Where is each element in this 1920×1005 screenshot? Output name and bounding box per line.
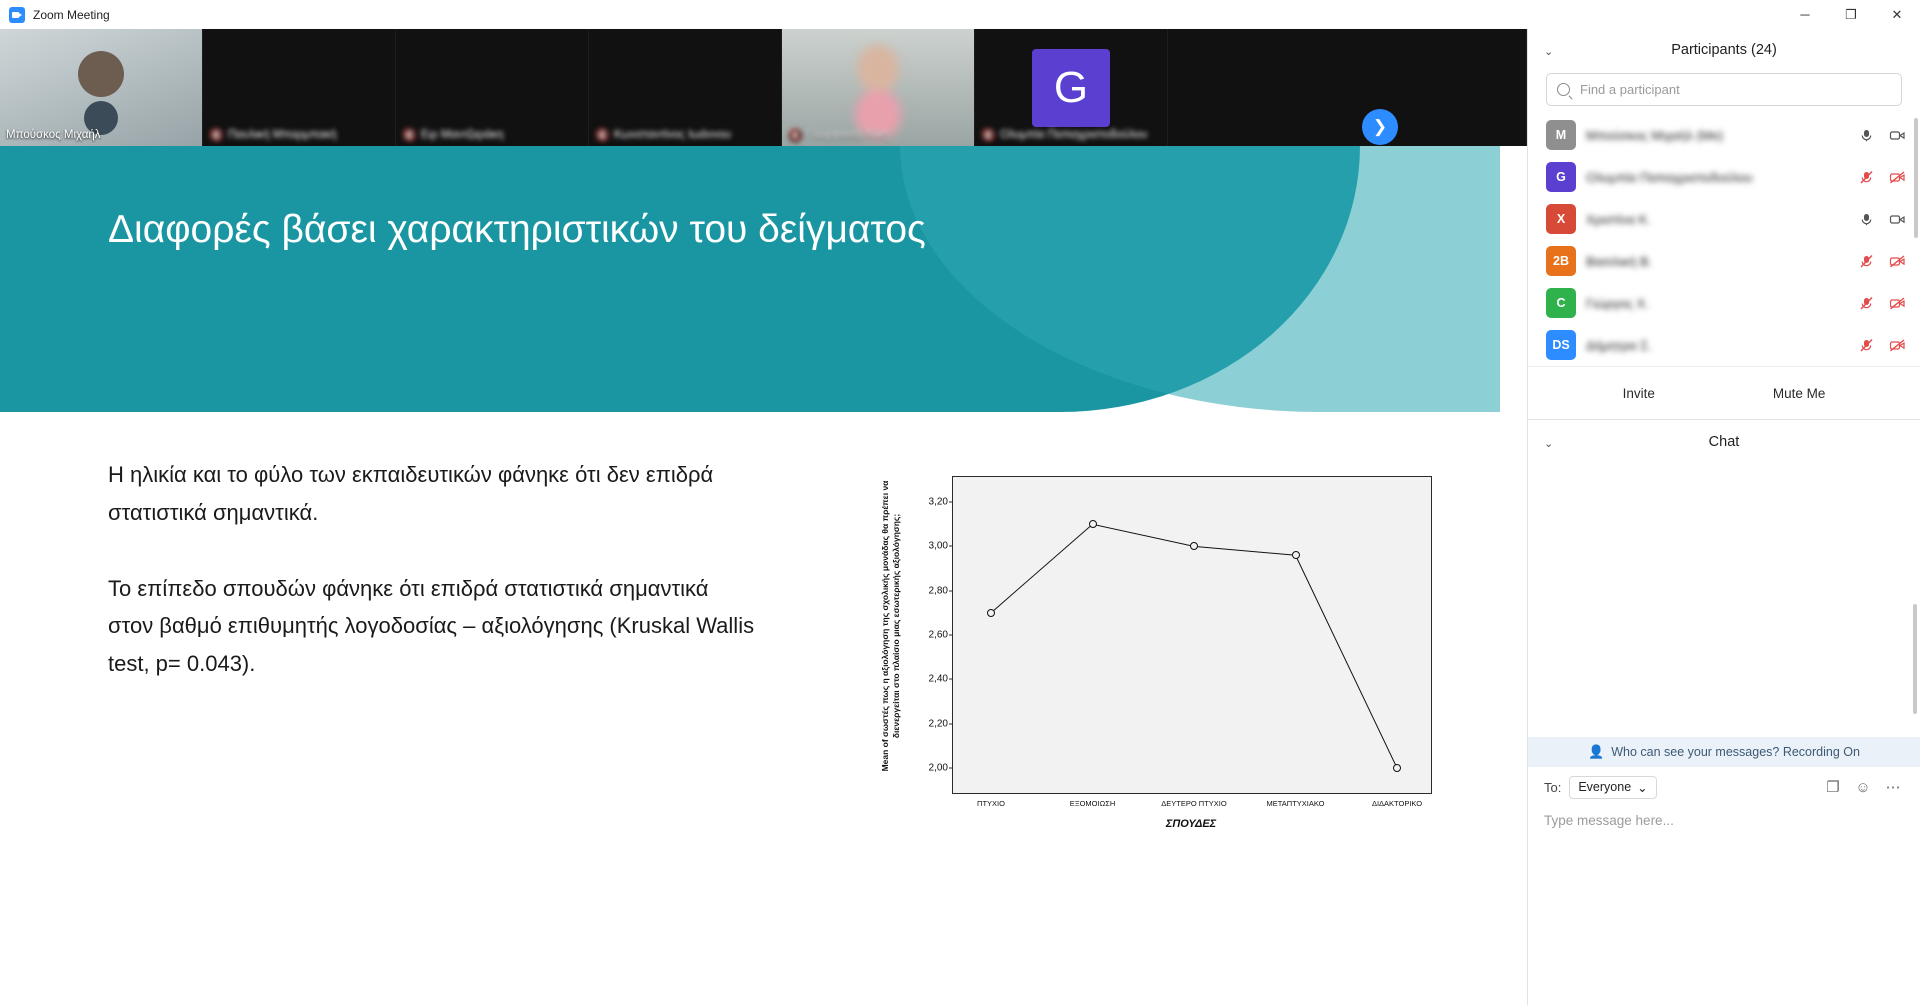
muted-mic-icon: 🔇	[981, 128, 996, 142]
participant-name: Ολυμπία Παπαχριστοδούλου	[1586, 169, 1753, 185]
participant-row[interactable]	[1528, 240, 1920, 282]
chart-y-axis-label: Mean of σωστές πως η αξιολόγηση της σχολικής μονάδας θα πρέπει να διενεργείται στο πλαίσιο μιας εσωτερικής αξιολόγησης;	[880, 480, 901, 772]
chat-to-label: To:	[1544, 779, 1562, 795]
window-title: Zoom Meeting	[33, 7, 110, 22]
invite-button[interactable]: Invite	[1622, 385, 1655, 401]
next-page-button[interactable]: ❯	[1362, 109, 1398, 145]
chart-figure	[880, 476, 1440, 906]
video-tile[interactable]	[203, 29, 396, 146]
slide-title: Διαφορές βάσει χαρακτηριστικών του δείγματος	[108, 208, 926, 251]
participant-row[interactable]	[1528, 114, 1920, 156]
slide-body-text	[108, 456, 758, 683]
camera-off-icon[interactable]	[1889, 338, 1906, 353]
participant-status-icons	[1858, 170, 1906, 185]
chart-y-tick-label: 3,00	[928, 540, 948, 552]
participant-row[interactable]	[1528, 282, 1920, 324]
chat-message-list[interactable]	[1528, 464, 1920, 737]
chart-data-point	[1393, 764, 1401, 772]
chart-series-line	[953, 477, 1431, 793]
chart-data-point	[1292, 551, 1300, 559]
video-tile-empty	[1168, 29, 1527, 146]
video-tile-name	[981, 129, 1147, 141]
mic-off-icon[interactable]	[1858, 296, 1875, 311]
participant-search[interactable]	[1546, 73, 1902, 106]
video-tile-name	[209, 129, 337, 141]
zoom-logo-icon	[9, 7, 25, 23]
video-tile[interactable]	[0, 29, 203, 146]
video-tile[interactable]	[396, 29, 589, 146]
slide-paragraph-2: Το επίπεδο σπουδών φάνηκε ότι επιδρά στατιστικά σημαντικά στον βαθμό επιθυμητής λογοδοσίας – αξιολόγησης (Kruskal Wallis test, p= 0.043).	[108, 575, 755, 677]
right-side-panel	[1527, 29, 1920, 1005]
participant-name: Δήμητρα Σ.	[1586, 337, 1652, 353]
recording-notice-bar[interactable]	[1528, 737, 1920, 767]
participant-row[interactable]	[1528, 324, 1920, 366]
chat-recipient-value: Everyone	[1578, 780, 1632, 794]
muted-mic-icon: 🔇	[402, 128, 417, 142]
close-button[interactable]: ✕	[1891, 6, 1903, 22]
participant-avatar	[1032, 49, 1110, 127]
avatar-initials: G	[1053, 62, 1089, 112]
camera-off-icon[interactable]	[1889, 296, 1906, 311]
avatar-initials: DS	[1552, 338, 1570, 352]
muted-mic-icon: 🔇	[595, 128, 610, 142]
video-tile-label: Ολυμπία Παπαχριστοδούλου	[999, 129, 1148, 141]
participant-name: Βασιλική Β.	[1586, 253, 1653, 269]
video-tile-name	[788, 129, 889, 141]
avatar	[1546, 162, 1576, 192]
emoji-icon[interactable]: ☺	[1855, 778, 1871, 796]
avatar-initials: C	[1556, 296, 1566, 310]
mic-off-icon[interactable]	[1858, 338, 1875, 353]
video-tile-label: Μπούσκος Μιχαήλ	[6, 129, 101, 141]
title-bar	[0, 0, 1920, 30]
mute-me-button[interactable]: Mute Me	[1772, 385, 1826, 401]
avatar	[1546, 330, 1576, 360]
chart-y-tick-label: 2,20	[928, 718, 948, 730]
chart-y-tick-label: 3,20	[928, 496, 948, 508]
participants-action-bar	[1528, 366, 1920, 419]
chart-x-tick-label: ΔΙΔΑΚΤΟΡΙΚΟ	[1371, 799, 1423, 808]
participant-name: Χριστίνα Κ.	[1586, 211, 1651, 227]
chart-data-point	[1190, 542, 1198, 550]
video-tile-name	[6, 129, 101, 141]
chart-data-point	[1089, 520, 1097, 528]
video-tile[interactable]	[975, 29, 1168, 146]
chart-x-tick-label: ΠΤΥΧΙΟ	[977, 799, 1005, 808]
chevron-down-icon: ⌄	[1637, 780, 1648, 795]
mic-off-icon[interactable]	[1858, 254, 1875, 269]
window-controls	[1782, 0, 1920, 29]
mic-on-icon[interactable]	[1858, 212, 1875, 227]
slide-paragraph-1: Η ηλικία και το φύλο των εκπαιδευτικών φάνηκε ότι δεν επιδρά στατιστικά σημαντικά.	[108, 462, 714, 525]
participant-status-icons	[1858, 296, 1906, 311]
file-icon[interactable]: ❐	[1826, 779, 1840, 796]
video-tile-label: Κωνσταντίνος Ιωάννου	[613, 129, 732, 141]
muted-mic-icon: 🔇	[788, 128, 803, 142]
participant-row[interactable]	[1528, 198, 1920, 240]
chart-y-tick-label: 2,00	[928, 762, 948, 774]
chat-panel-header	[1528, 419, 1920, 464]
video-tile-label: Γεωργάντα Νίκη	[806, 129, 890, 141]
avatar-initials: 2B	[1553, 254, 1569, 268]
participant-name: Γιώργος Χ.	[1586, 295, 1649, 311]
muted-mic-icon: 🔇	[209, 128, 224, 142]
avatar-initials: M	[1555, 128, 1567, 142]
video-tile-name	[595, 129, 731, 141]
participant-status-icons	[1858, 128, 1906, 143]
maximize-button[interactable]: ❐	[1845, 6, 1857, 22]
chevron-down-icon[interactable]: ⌃	[1544, 435, 1554, 448]
chart-x-tick-label: ΔΕΥΤΕΡΟ ΠΤΥΧΙΟ	[1161, 799, 1227, 808]
slide-header-banner	[0, 146, 1527, 412]
avatar	[1546, 204, 1576, 234]
video-tile-name	[402, 129, 504, 141]
camera-off-icon[interactable]	[1889, 254, 1906, 269]
chart-y-tick-label: 2,80	[928, 585, 948, 597]
chart-x-tick-label: ΕΞΟΜΟΙΩΣΗ	[1069, 799, 1116, 808]
chart-plot-area	[928, 476, 1432, 808]
participant-status-icons	[1858, 212, 1906, 227]
video-tile[interactable]	[782, 29, 975, 146]
avatar	[1546, 246, 1576, 276]
participants-list[interactable]	[1528, 114, 1920, 366]
mic-on-icon[interactable]	[1858, 128, 1875, 143]
chart-x-axis-label: ΣΠΟΥΔΕΣ	[1165, 818, 1217, 830]
avatar-initials: G	[1556, 170, 1566, 184]
minimize-button[interactable]: ─	[1800, 7, 1810, 22]
recording-notice-text: Who can see your messages? Recording On	[1611, 745, 1860, 759]
video-tile[interactable]	[589, 29, 782, 146]
video-tile-label: Ειρ Μαντζαράκη	[420, 129, 504, 141]
avatar-initials: X	[1556, 212, 1566, 226]
chart-data-point	[987, 609, 995, 617]
chat-recipient-dropdown[interactable]	[1569, 776, 1656, 799]
camera-off-icon[interactable]	[1889, 170, 1906, 185]
participant-status-icons	[1858, 338, 1906, 353]
more-options-icon[interactable]: ⋯	[1885, 779, 1901, 796]
chart-y-tick-label: 2,40	[928, 673, 948, 685]
participant-status-icons	[1858, 254, 1906, 269]
chart-y-tick-label: 2,60	[928, 629, 948, 641]
search-input[interactable]	[1578, 81, 1891, 98]
participants-panel-header	[1528, 29, 1920, 71]
participants-title: Participants (24)	[1671, 42, 1777, 58]
shared-screen-slide	[0, 146, 1527, 1005]
participant-row[interactable]	[1528, 156, 1920, 198]
camera-on-icon[interactable]	[1889, 128, 1906, 143]
privacy-person-icon: 👤	[1588, 744, 1605, 759]
participants-scrollbar[interactable]	[1914, 118, 1918, 238]
chat-scrollbar[interactable]	[1913, 604, 1917, 714]
chat-title: Chat	[1708, 434, 1740, 450]
video-tile-label: Παυλική Μπαρμπακή	[227, 129, 337, 141]
chat-input[interactable]: Type message here...	[1544, 813, 1674, 828]
video-thumbnail-strip	[0, 29, 1527, 146]
avatar	[1546, 120, 1576, 150]
camera-on-icon[interactable]	[1889, 212, 1906, 227]
chat-recipient-row	[1528, 767, 1920, 807]
chart-x-tick-label: ΜΕΤΑΠΤΥΧΙΑΚΟ	[1266, 799, 1325, 808]
avatar	[1546, 288, 1576, 318]
chevron-down-icon[interactable]: ⌃	[1544, 43, 1554, 56]
search-icon	[1557, 83, 1570, 96]
participant-name: Μπούσκος Μιχαήλ (Me)	[1586, 127, 1724, 143]
mic-off-icon[interactable]	[1858, 170, 1875, 185]
